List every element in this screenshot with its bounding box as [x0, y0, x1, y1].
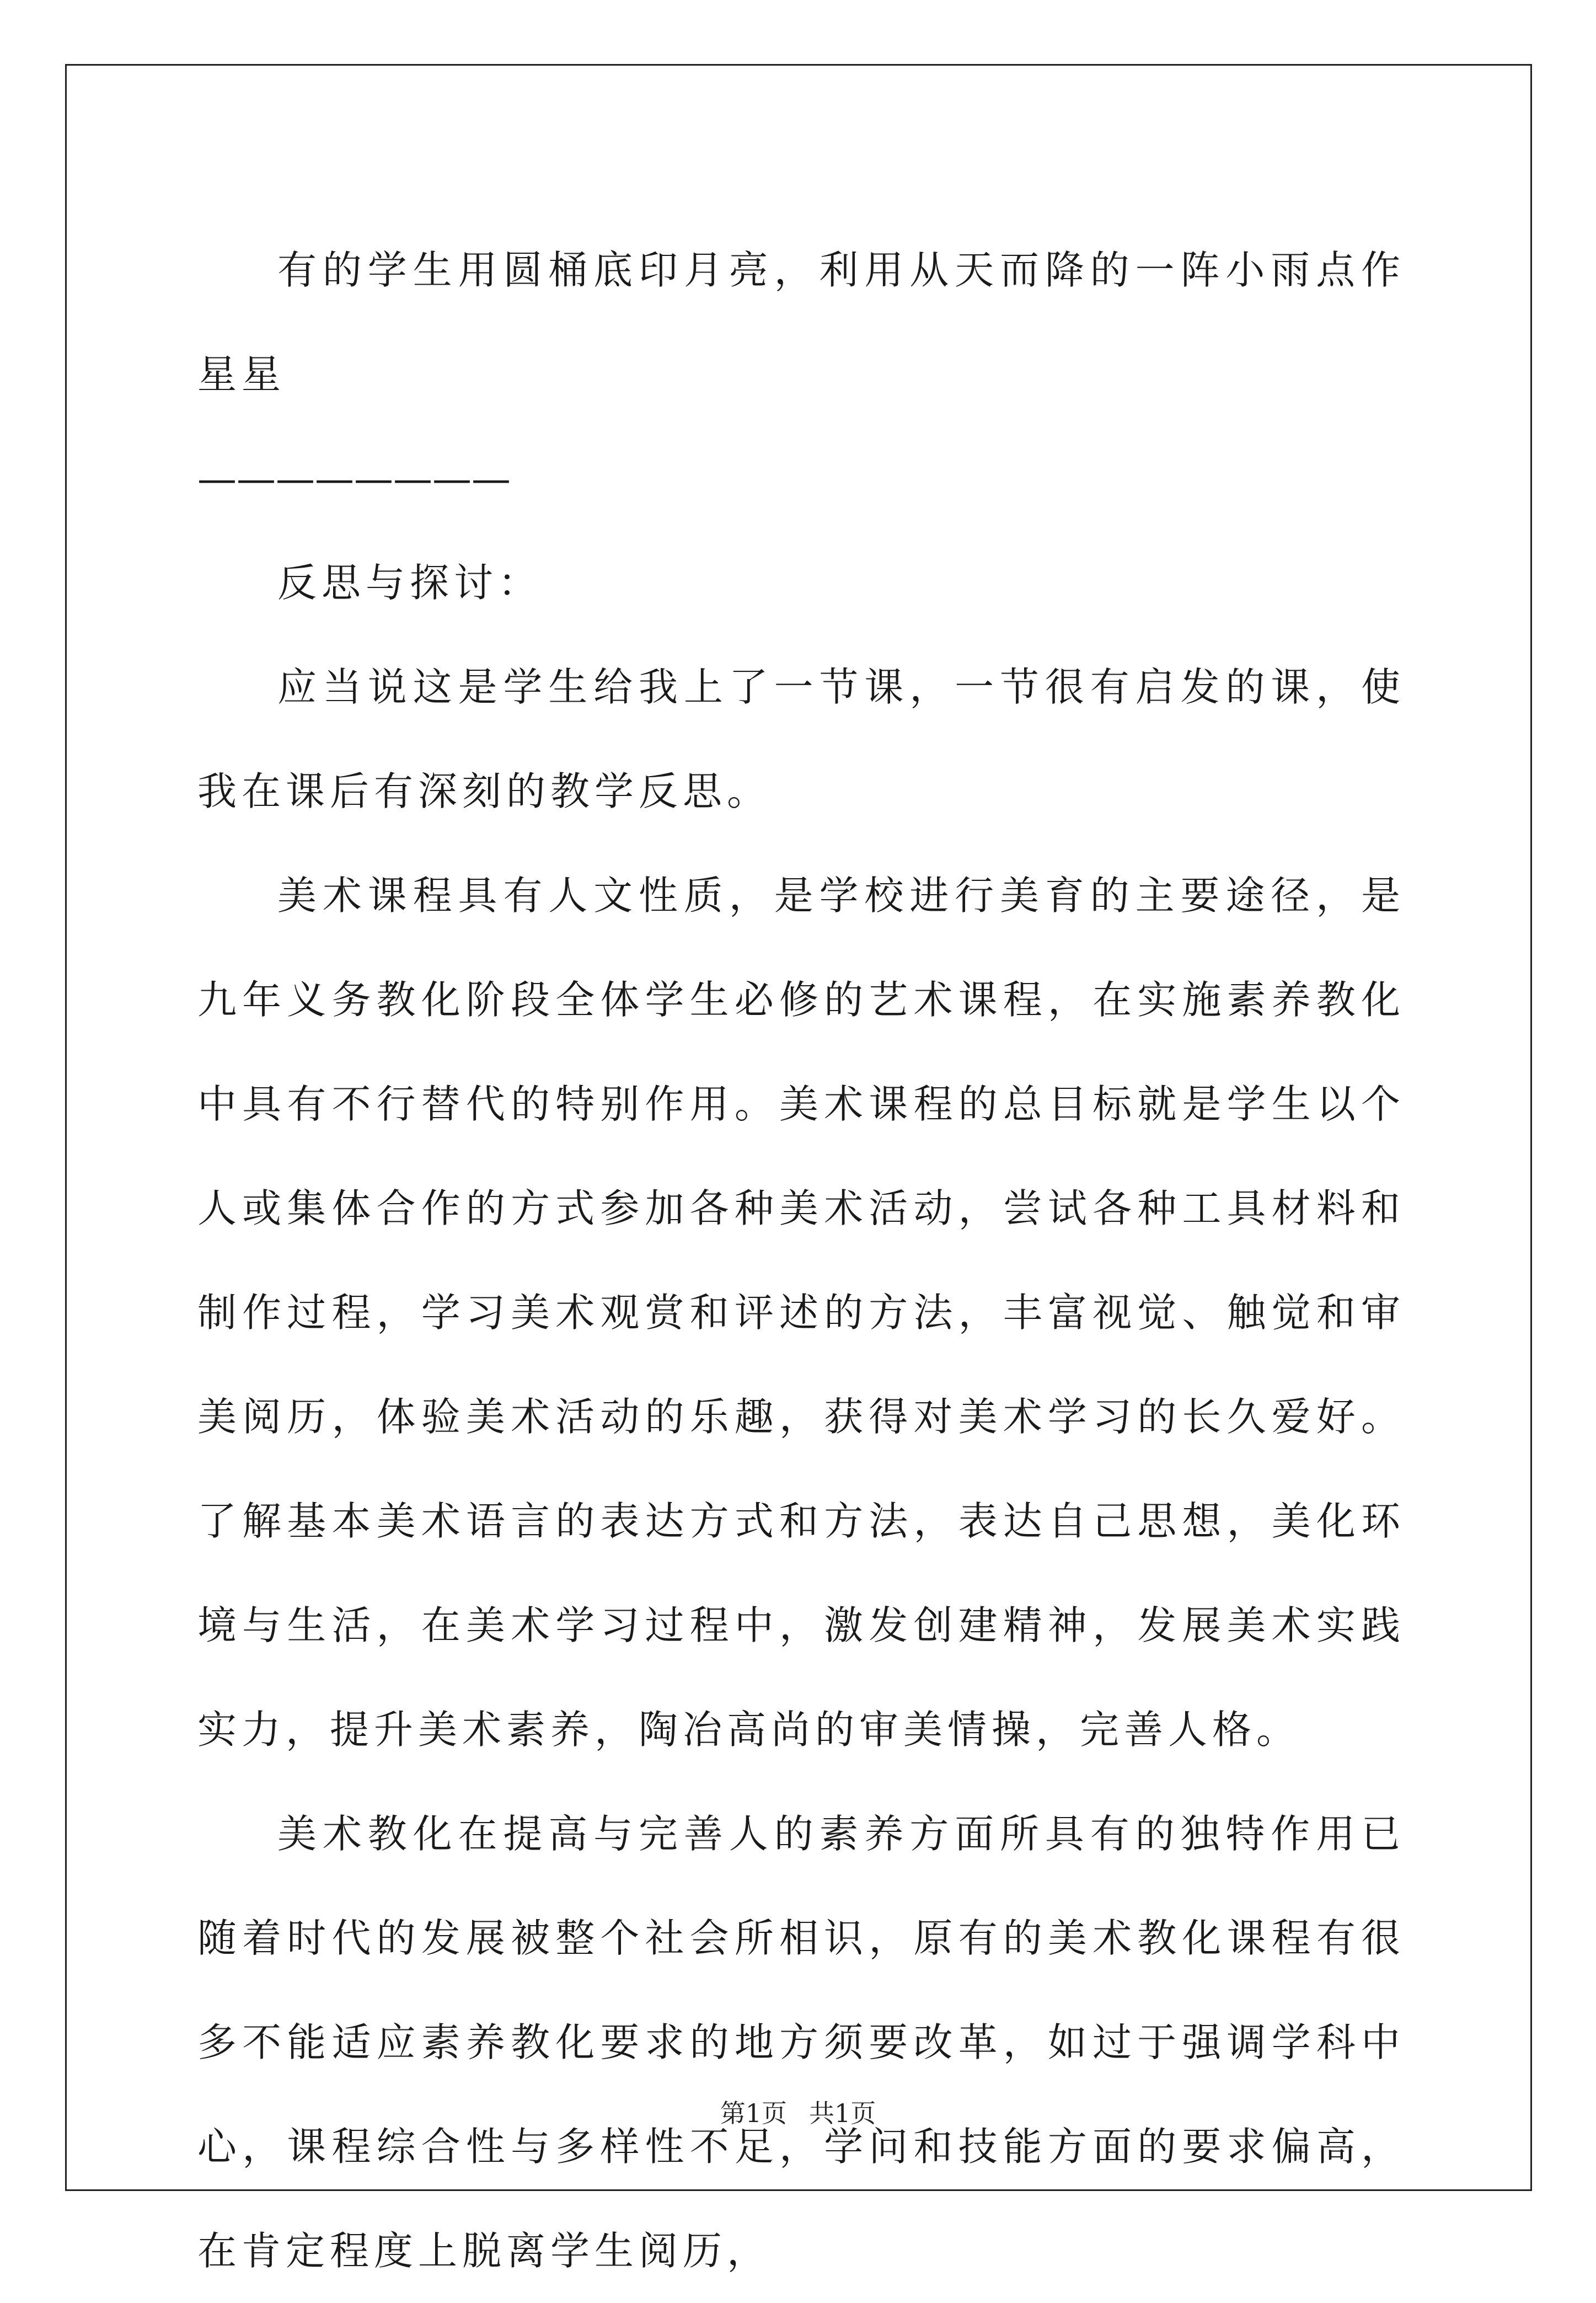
- dash-line: ————————: [197, 456, 511, 501]
- paragraph-4: 美术教化在提高与完善人的素养方面所具有的独特作用已随着时代的发展被整个社会所相识，原有的美术教化课程有很多不能适应素养教化要求的地方须要改革，如过于强调学科中心，课程综合性与多样性不足，学问和技能方面的要求偏高，在肯定程度上脱离学生阅历，: [197, 1811, 1405, 2274]
- paragraph-2: 应当说这是学生给我上了一节课，一节很有启发的课，使我在课后有深刻的教学反思。: [197, 664, 1405, 814]
- section-heading: 反思与探讨：: [277, 560, 543, 606]
- paragraph-3: 美术课程具有人文性质，是学校进行美育的主要途径，是九年义务教化阶段全体学生必修的艺术课程，在实施素养教化中具有不行替代的特别作用。美术课程的总目标就是学生以个人或集体合作的方式参加各种美术活动，尝试各种工具材料和制作过程，学习美术观赏和评述的方法，丰富视觉、触觉和审美阅历，体验美术活动的乐趣，获得对美术学习的长久爱好。了解基本美术语言的表达方式和方法，表达自己思想，美化环境与生活，在美术学习过程中，激发创建精神，发展美术实践实力，提升美术素养，陶冶高尚的审美情操，完善人格。: [197, 873, 1405, 1752]
- page-total: 共1页: [809, 2098, 876, 2128]
- document-body: [197, 218, 1405, 2303]
- page-number: 第1页: [720, 2098, 787, 2128]
- paragraph-1: 有的学生用圆桶底印月亮，利用从天而降的一阵小雨点作星星: [197, 247, 1405, 397]
- page-footer: [0, 2093, 1596, 2130]
